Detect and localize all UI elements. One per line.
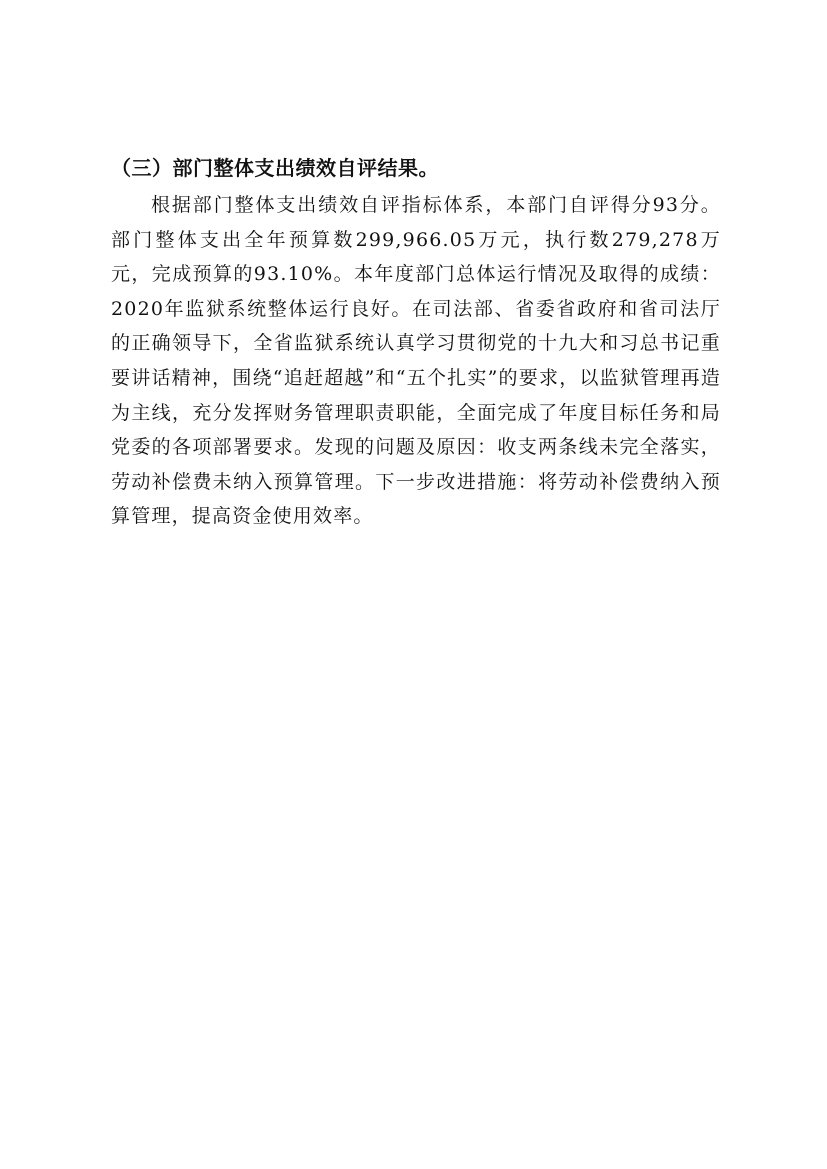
section-paragraph: 根据部门整体支出绩效自评指标体系，本部门自评得分93分。部门整体支出全年预算数299,966.05万元，执行数279,278万元，完成预算的93.10%。本年度部门总体运行情况及取得的成绩：2020年监狱系统整体运行良好。在司法部、省委省政府和省司法厅的正确领导下，全省监狱系统认真学习贯彻党的十九大和习总书记重要讲话精神，围绕“追赶超越”和“五个扎实”的要求，以监狱管理再造为主线，充分发挥财务管理职责职能，全面完成了年度目标任务和局党委的各项部署要求。发现的问题及原因：收支两条线未完全落实，劳动补偿费未纳入预算管理。下一步改进措施：将劳动补偿费纳入预算管理，提高资金使用效率。 (111, 194, 721, 528)
document-content (111, 148, 721, 534)
section-heading: （三）部门整体支出绩效自评结果。 (111, 156, 439, 180)
